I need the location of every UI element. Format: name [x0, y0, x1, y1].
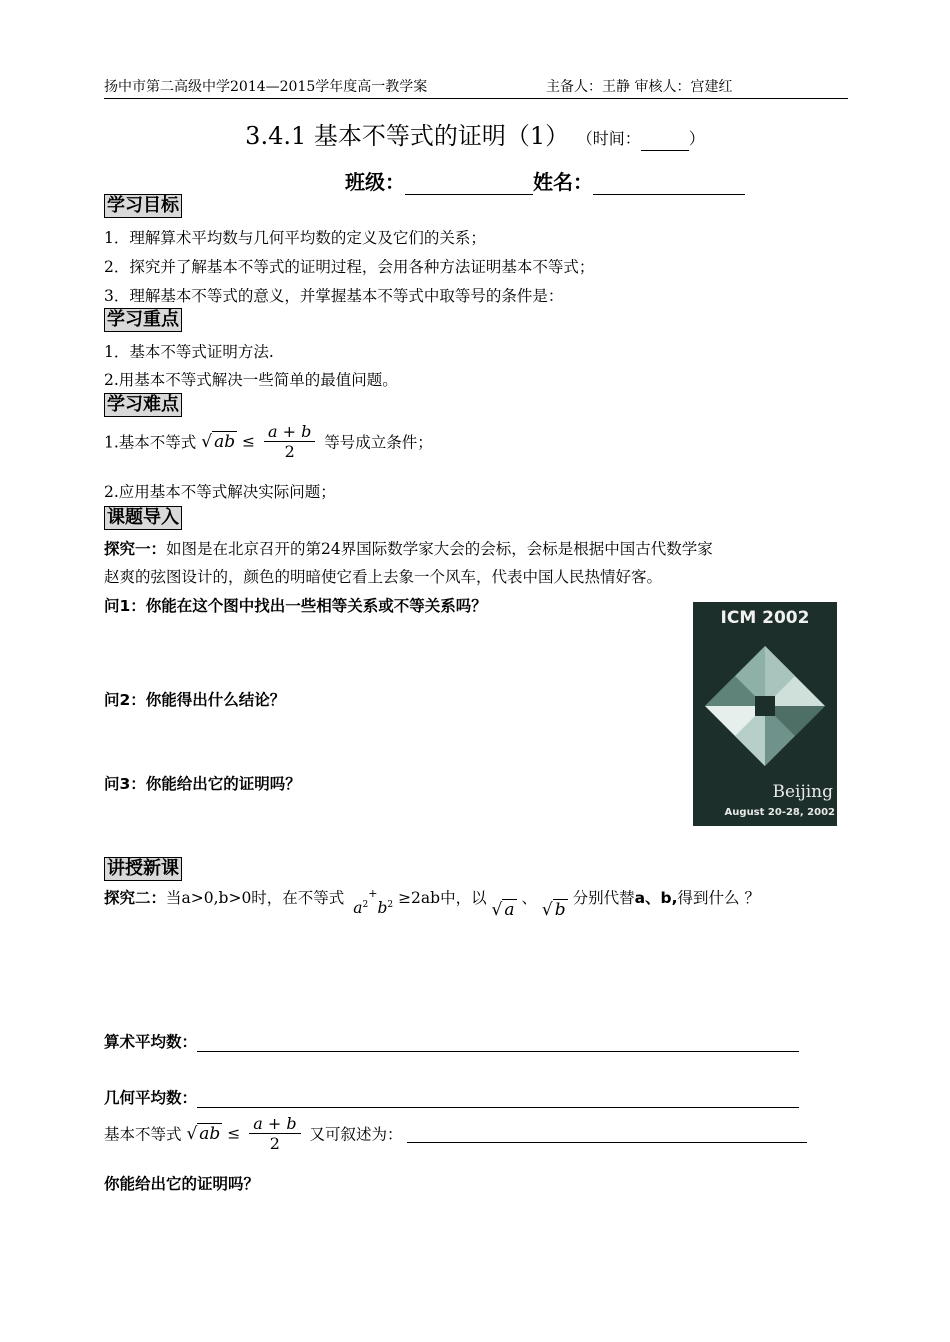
title-main: 3.4.1 基本不等式的证明（1）	[245, 122, 570, 150]
fraction-denominator: 2	[284, 442, 295, 461]
header-authors: 主备人：王静 审核人：宫建红	[546, 79, 733, 95]
pinwheel-icon	[705, 646, 825, 766]
a-squared	[353, 899, 368, 917]
sqrt-a-expression: √ a	[491, 900, 515, 920]
goal-item: 1．理解算术平均数与几何平均数的定义及它们的关系；	[104, 229, 486, 247]
sqrt-b-radicand: b	[554, 900, 566, 920]
header-school: 扬中市第二高级中学2014—2015学年度高一教学案	[104, 79, 428, 95]
sqrt-ab-expression: √ ab	[201, 431, 236, 452]
class-name-line	[345, 166, 745, 195]
icm-2002-logo-image	[693, 602, 837, 826]
arith-label: 算术平均数：	[104, 1033, 198, 1051]
explore1-label: 探究一：	[104, 540, 167, 558]
class-blank[interactable]	[405, 172, 533, 195]
section-heading-intro: 课题导入	[104, 506, 182, 530]
fraction-numerator: a + b	[264, 422, 315, 442]
restate-blank[interactable]	[407, 1124, 807, 1142]
name-blank[interactable]	[593, 172, 745, 195]
question-2: 问2：你能得出什么结论？	[104, 691, 286, 709]
explore1-line2: 赵爽的弦图设计的，颜色的明暗使它看上去象一个风车，代表中国人民热情好客。	[104, 568, 663, 586]
arith-mean-line	[104, 1030, 799, 1052]
title-time-label: （时间：	[576, 129, 641, 148]
explore1-text: 如图是在北京召开的第24界国际数学家大会的会标，会标是根据中国古代数学家	[166, 540, 713, 558]
b-squared-base: b	[377, 899, 388, 917]
sqrt-ab-radicand: ab	[199, 1123, 221, 1144]
key-point-item: 1．基本不等式证明方法.	[104, 343, 274, 361]
difficulty-item-1	[104, 422, 433, 461]
logo-city: Beijing	[772, 782, 833, 802]
page-header	[104, 76, 848, 99]
explore2-part2: ≥2ab中，以	[398, 889, 487, 907]
section-heading-key-points: 学习重点	[104, 308, 182, 332]
name-label: 姓名：	[533, 170, 593, 194]
fraction-a-plus-b-over-2	[249, 1114, 300, 1153]
difficulty-item-2: 2.应用基本不等式解决实际问题；	[104, 483, 336, 501]
class-label: 班级：	[345, 170, 405, 194]
section-heading-difficulties: 学习难点	[104, 393, 182, 417]
arith-blank[interactable]	[197, 1034, 799, 1052]
geo-blank[interactable]	[197, 1090, 799, 1108]
fraction-numerator: a + b	[249, 1114, 300, 1134]
goal-item: 2．探究并了解基本不等式的证明过程，会用各种方法证明基本不等式；	[104, 258, 595, 276]
key-point-item: 2.用基本不等式解决一些简单的最值问题。	[104, 371, 398, 389]
goal-item: 3．理解基本不等式的意义，并掌握基本不等式中取等号的条件是：	[104, 287, 564, 305]
sqrt-b-expression: √ b	[541, 900, 566, 920]
question-3: 问3：你能给出它的证明吗？	[104, 775, 301, 793]
explore2-vars: a、b,	[634, 889, 678, 907]
b-squared	[377, 899, 393, 917]
explore2-part4: 得到什么 ？	[677, 889, 760, 907]
sqrt-a-radicand: a	[504, 900, 515, 920]
restate-line	[104, 1114, 807, 1153]
logo-title: ICM 2002	[720, 608, 810, 628]
section-heading-new-lesson: 讲授新课	[104, 857, 182, 881]
sqrt-ab-radicand: ab	[214, 431, 236, 452]
a-squared-exp: 2	[362, 899, 369, 910]
explore2-part1: 当a>0,b>0时，在不等式	[166, 889, 345, 907]
explore2-line	[104, 886, 760, 920]
restate-suffix: 又可叙述为：	[309, 1125, 403, 1144]
geo-mean-line	[104, 1086, 799, 1108]
explore2-label: 探究二：	[104, 889, 167, 907]
b-squared-exp: 2	[387, 899, 394, 910]
proof-question: 你能给出它的证明吗？	[104, 1175, 260, 1193]
explore2-sep: 、	[521, 889, 537, 907]
logo-dates: August 20-28, 2002	[724, 807, 835, 818]
a-squared-base: a	[353, 899, 363, 917]
difficulty-prefix: 1.基本不等式	[104, 433, 197, 452]
question-1: 问1：你能在这个图中找出一些相等关系或不等关系吗？	[104, 597, 487, 615]
time-blank[interactable]	[641, 124, 689, 151]
sqrt-ab-expression: √ ab	[186, 1123, 221, 1144]
explore1-line1	[104, 537, 713, 559]
page-title	[0, 116, 950, 151]
difficulty-suffix: 等号成立条件；	[324, 433, 433, 452]
leq-symbol: ≤	[227, 1124, 241, 1143]
fraction-denominator: 2	[269, 1134, 280, 1153]
geo-label: 几何平均数：	[104, 1089, 198, 1107]
plus-sign: +	[368, 886, 378, 900]
section-heading-goals: 学习目标	[104, 194, 182, 218]
title-time-close: ）	[688, 129, 705, 148]
leq-symbol: ≤	[242, 432, 256, 451]
explore2-part3: 分别代替	[572, 889, 635, 907]
restate-prefix: 基本不等式	[104, 1125, 182, 1144]
fraction-a-plus-b-over-2	[264, 422, 315, 461]
